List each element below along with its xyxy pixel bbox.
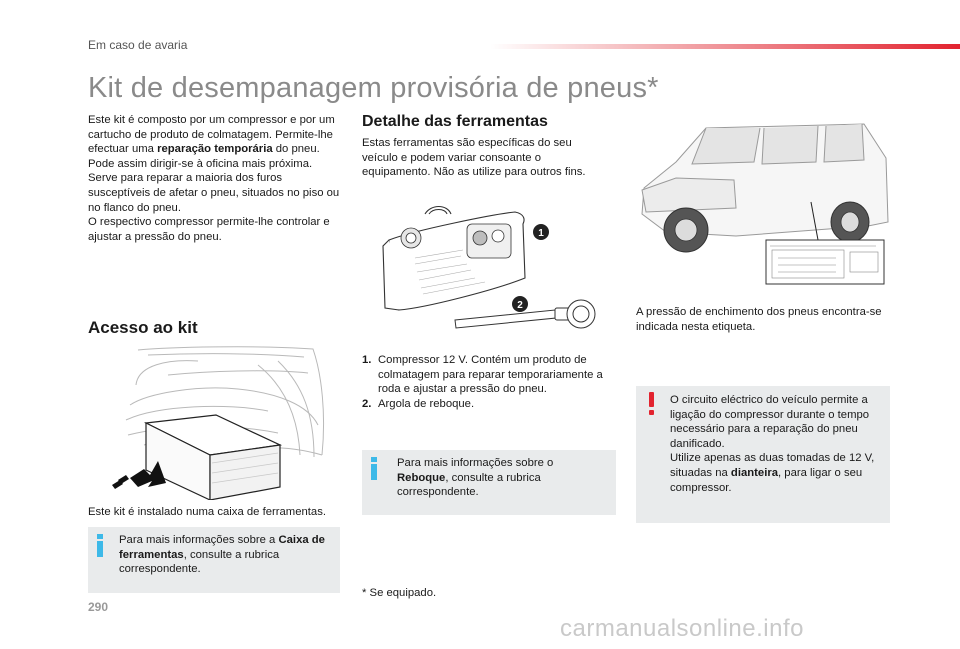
item-number: 1. [362,354,372,366]
toolbox-note-t2: , consulte a rubrica correspondente. [119,548,280,576]
toolbox-note-text [119,533,334,577]
callout-1: 1 [538,228,544,239]
section-label: Em caso de avaria [88,38,188,52]
page-number: 290 [88,600,109,614]
seat-drawing [108,345,340,500]
toolbox-note-t1: Para mais informações sobre a [119,534,279,546]
intro-p4: O respectivo compressor permite-lhe controlar e ajustar a pressão do pneu. [88,216,330,243]
towing-note-t2: , consulte a rubrica correspondente. [397,471,541,499]
van-illustration [636,118,890,290]
access-heading: Acesso ao kit [88,318,198,337]
intro-text [88,113,343,244]
compressor-drawing [375,200,615,340]
toolbox-info-note [88,527,340,593]
info-icon [96,534,106,558]
towing-note-text [397,456,607,500]
seat-toolbox-illustration [108,345,340,500]
tools-list [362,353,617,411]
header-accent-bar [490,44,960,49]
intro-b1: reparação temporária [157,143,273,156]
tools-list-item [362,353,617,397]
item-text: Argola de reboque. [378,397,475,410]
warning-b1: dianteira [730,466,779,479]
tools-list-item [362,397,617,412]
info-icon [370,457,380,481]
watermark: carmanualsonline.info [560,615,804,642]
towing-info-note [362,450,616,515]
footnote: * Se equipado. [362,587,437,599]
pressure-text: A pressão de enchimento dos pneus encontra-se indicada nesta etiqueta. [636,306,882,333]
item-number: 2. [362,397,372,410]
item-text: Compressor 12 V. Contém um produto de colmatagem para reparar temporariamente a roda e ajustar a pressão do pneu. [378,354,603,396]
intro-t1: Este kit é composto por um compressor e por um cartucho de produto de colmatagem. Permite-lhe efectuar uma [88,114,335,156]
callout-2: 2 [517,300,523,311]
tools-heading: Detalhe das ferramentas [362,113,548,130]
intro-p3: Serve para reparar a maioria dos furos susceptíveis de afetar o pneu, situados no piso ou no flanco do pneu. [88,172,340,214]
van-drawing [636,118,890,290]
toolbox-note-link: Caixa de ferramentas [119,534,325,561]
warning-t1: O circuito eléctrico do veículo permite a ligação do compressor durante o tempo necessário para a reparação do pneu danificado. [670,394,870,450]
tools-intro: Estas ferramentas são específicas do seu veículo e podem variar consoante o equipamento. Não as utilize para outros fins. [362,137,586,179]
warning-icon [648,392,656,416]
tools-illustration [375,200,615,340]
towing-note-t1: Para mais informações sobre o [397,457,554,469]
towing-note-link: Reboque [397,471,446,484]
warning-t2: Utilize apenas as duas tomadas de 12 V, situadas na [670,452,875,479]
access-caption: Este kit é instalado numa caixa de ferramentas. [88,506,326,518]
warning-t3: , para ligar o seu compressor. [670,466,863,494]
warning-note-text [670,393,884,495]
intro-p2: Pode assim dirigir-se à oficina mais próxima. [88,157,313,170]
intro-t2: do pneu. [272,143,320,156]
warning-note [636,386,890,523]
page-title: Kit de desempanagem provisória de pneus* [88,72,659,104]
